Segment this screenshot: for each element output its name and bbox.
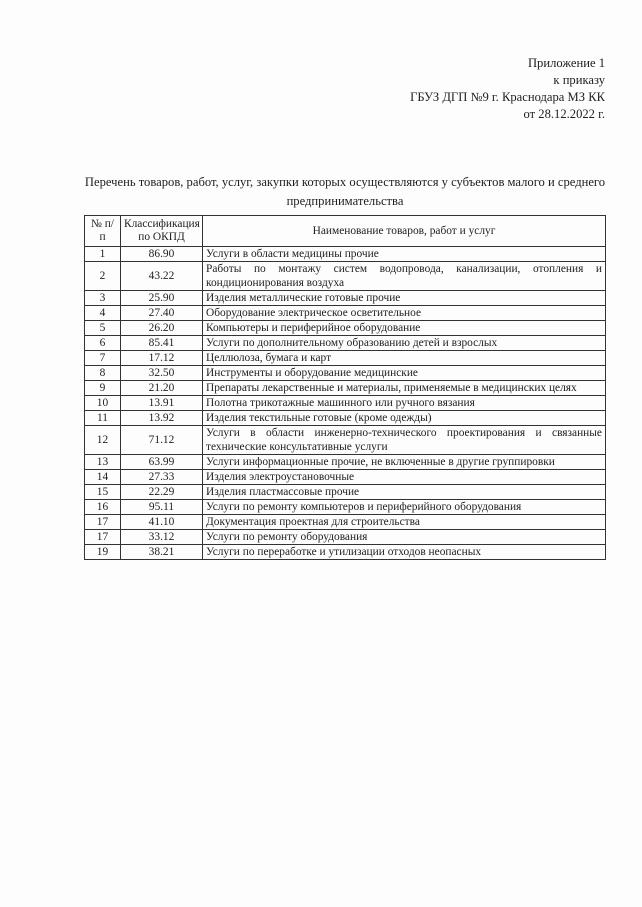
table-body	[85, 247, 606, 560]
item-name-cell: Изделия электроустановочные	[203, 470, 606, 485]
column-header-name: Наименование товаров, работ и услуг	[203, 216, 606, 247]
table-row	[85, 545, 606, 560]
item-name-cell: Изделия пластмассовые прочие	[203, 485, 606, 500]
okpd-code-cell: 13.91	[121, 396, 203, 411]
okpd-code-cell: 38.21	[121, 545, 203, 560]
item-name-cell: Услуги по ремонту компьютеров и периферийного оборудования	[203, 500, 606, 515]
okpd-code-cell: 63.99	[121, 455, 203, 470]
okpd-code-cell: 43.22	[121, 262, 203, 291]
row-number-cell: 12	[85, 426, 121, 455]
okpd-code-cell: 32.50	[121, 366, 203, 381]
appendix-label: Приложение 1	[527, 56, 605, 70]
table-row	[85, 321, 606, 336]
row-number-cell: 13	[85, 455, 121, 470]
table-row	[85, 366, 606, 381]
okpd-code-cell: 21.20	[121, 381, 203, 396]
okpd-code-cell: 95.11	[121, 500, 203, 515]
item-name-cell: Услуги по ремонту оборудования	[203, 530, 606, 545]
table-header-row	[85, 216, 606, 247]
table-row	[85, 247, 606, 262]
table-row	[85, 262, 606, 291]
row-number-cell: 8	[85, 366, 121, 381]
okpd-code-cell: 86.90	[121, 247, 203, 262]
organization-name: ГБУЗ ДГП №9 г. Краснодара МЗ КК	[410, 90, 605, 104]
document-title: Перечень товаров, работ, услуг, закупки которых осуществляются у субъектов малого и среднего предпринимательства	[84, 175, 606, 208]
item-name-cell: Изделия текстильные готовые (кроме одежды)	[203, 411, 606, 426]
table-row	[85, 351, 606, 366]
row-number-cell: 19	[85, 545, 121, 560]
order-reference: к приказу	[553, 73, 605, 87]
item-name-cell: Работы по монтажу систем водопровода, канализации, отопления и кондиционирования воздуха	[203, 262, 606, 291]
row-number-cell: 16	[85, 500, 121, 515]
row-number-cell: 3	[85, 291, 121, 306]
row-number-cell: 11	[85, 411, 121, 426]
row-number-cell: 4	[85, 306, 121, 321]
row-number-cell: 17	[85, 530, 121, 545]
item-name-cell: Полотна трикотажные машинного или ручного вязания	[203, 396, 606, 411]
item-name-cell: Компьютеры и периферийное оборудование	[203, 321, 606, 336]
row-number-cell: 6	[85, 336, 121, 351]
item-name-cell: Препараты лекарственные и материалы, применяемые в медицинских целях	[203, 381, 606, 396]
okpd-code-cell: 26.20	[121, 321, 203, 336]
row-number-cell: 14	[85, 470, 121, 485]
table-row	[85, 426, 606, 455]
table-row	[85, 396, 606, 411]
table-row	[85, 306, 606, 321]
row-number-cell: 5	[85, 321, 121, 336]
table-row	[85, 336, 606, 351]
row-number-cell: 7	[85, 351, 121, 366]
item-name-cell: Изделия металлические готовые прочие	[203, 291, 606, 306]
okpd-code-cell: 85.41	[121, 336, 203, 351]
item-name-cell: Услуги информационные прочие, не включенные в другие группировки	[203, 455, 606, 470]
row-number-cell: 10	[85, 396, 121, 411]
table-row	[85, 470, 606, 485]
okpd-code-cell: 27.33	[121, 470, 203, 485]
order-date: от 28.12.2022 г.	[523, 107, 605, 121]
table-row	[85, 485, 606, 500]
item-name-cell: Услуги по дополнительному образованию детей и взрослых	[203, 336, 606, 351]
table-row	[85, 500, 606, 515]
row-number-cell: 17	[85, 515, 121, 530]
table-row	[85, 515, 606, 530]
row-number-cell: 1	[85, 247, 121, 262]
item-name-cell: Услуги в области инженерно-технического проектирования и связанные технические консультативные услуги	[203, 426, 606, 455]
table-row	[85, 530, 606, 545]
column-header-okpd: Классификация по ОКПД	[121, 216, 203, 247]
okpd-code-cell: 27.40	[121, 306, 203, 321]
okpd-code-cell: 33.12	[121, 530, 203, 545]
item-name-cell: Целлюлоза, бумага и карт	[203, 351, 606, 366]
goods-services-table	[84, 215, 606, 560]
okpd-code-cell: 41.10	[121, 515, 203, 530]
table-row	[85, 411, 606, 426]
item-name-cell: Услуги в области медицины прочие	[203, 247, 606, 262]
okpd-code-cell: 71.12	[121, 426, 203, 455]
okpd-code-cell: 22.29	[121, 485, 203, 500]
table-row	[85, 291, 606, 306]
item-name-cell: Оборудование электрическое осветительное	[203, 306, 606, 321]
row-number-cell: 15	[85, 485, 121, 500]
appendix-header	[410, 55, 605, 123]
table-row	[85, 455, 606, 470]
row-number-cell: 9	[85, 381, 121, 396]
okpd-code-cell: 25.90	[121, 291, 203, 306]
row-number-cell: 2	[85, 262, 121, 291]
okpd-code-cell: 13.92	[121, 411, 203, 426]
table-row	[85, 381, 606, 396]
column-header-number: № п/п	[85, 216, 121, 247]
item-name-cell: Услуги по переработке и утилизации отходов неопасных	[203, 545, 606, 560]
item-name-cell: Инструменты и оборудование медицинские	[203, 366, 606, 381]
item-name-cell: Документация проектная для строительства	[203, 515, 606, 530]
okpd-code-cell: 17.12	[121, 351, 203, 366]
